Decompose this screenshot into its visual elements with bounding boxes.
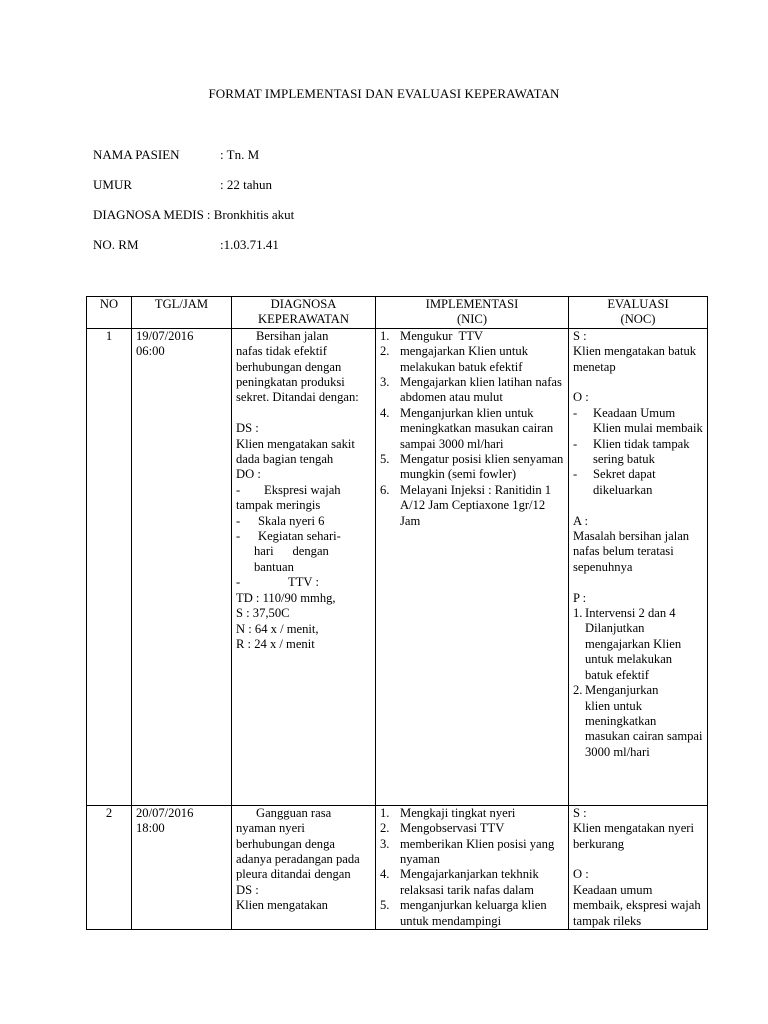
header-evaluation-line1: EVALUASI (607, 297, 669, 311)
item-number: 2. (573, 683, 583, 698)
item-text: Mengatur posisi klien senyaman mungkin (semi fowler) (400, 452, 564, 482)
vital-sign: N : 64 x / menit, (236, 621, 319, 636)
eval-s-label: S : (573, 328, 587, 343)
spacer (236, 406, 371, 421)
medical-record-label: NO. RM (93, 237, 139, 252)
item-text: Mengobservasi TTV (400, 821, 505, 836)
patient-name-value: : Tn. M (220, 147, 260, 162)
do-item-cont: tampak meringis (236, 498, 321, 513)
list-item (380, 375, 564, 406)
dash-bullet: - (573, 405, 578, 420)
eval-o-text: Keadaan umum membaik, ekspresi wajah tampak rileks (573, 882, 701, 928)
header-date-time: TGL/JAM (132, 297, 232, 329)
patient-name-row (93, 147, 259, 162)
row-date-time (132, 805, 232, 929)
vital-sign: TD : 110/90 mmhg, (236, 590, 336, 605)
vital-sign: S : 37,50C (236, 606, 290, 621)
item-number: 5. (380, 898, 390, 913)
row-date: 19/07/2016 (136, 328, 194, 343)
medical-record-row (93, 237, 279, 252)
dash-bullet: - (573, 436, 578, 451)
medical-diagnosis-row (93, 207, 294, 222)
list-item (380, 821, 564, 836)
header-diagnosis-line1: DIAGNOSA (270, 297, 337, 311)
item-text: Mengkaji tingkat nyeri (400, 805, 516, 820)
item-text: memberikan Klien posisi yang nyaman (400, 836, 555, 867)
eval-p-item-cont: Dilanjutkan mengajarkan Klien untuk melakukan batuk efektif (585, 621, 682, 682)
item-number: 2. (380, 344, 390, 359)
eval-o-label: O : (573, 390, 589, 405)
diagnosis-intro: Bersihan jalan (256, 328, 329, 343)
medical-diagnosis-label: DIAGNOSA MEDIS (93, 207, 204, 222)
eval-p-item (573, 683, 703, 698)
ds-text: Klien mengatakan (236, 898, 328, 913)
eval-o-item (573, 467, 703, 498)
row-diagnosis (232, 328, 376, 805)
table-row (87, 805, 708, 929)
item-text: Mengukur TTV (400, 328, 484, 343)
row-number: 2 (87, 805, 132, 929)
table-row (87, 328, 708, 805)
eval-s-text: Klien mengatakan batuk menetap (573, 344, 697, 374)
diagnosis-description: nafas tidak efektif berhubungan dengan peningkatan produksi sekret. Ditandai dengan: (236, 344, 359, 405)
list-item (380, 837, 564, 868)
header-diagnosis-line2: KEPERAWATAN (257, 312, 350, 327)
patient-age-label: UMUR (93, 177, 133, 192)
item-text: Mengajarkan klien latihan nafas abdomen atau mulut (400, 375, 562, 405)
do-item-text: Ekspresi wajah (264, 482, 341, 497)
do-label: DO : (236, 467, 261, 482)
dash-bullet: - (236, 529, 241, 544)
eval-s-text: Klien mengatakan nyeri berkurang (573, 821, 694, 851)
list-item (380, 452, 564, 483)
eval-p-text: Intervensi 2 dan 4 (585, 606, 676, 621)
item-text: menganjurkan keluarga klien untuk mendampingi (400, 898, 547, 928)
item-number: 4. (380, 867, 390, 882)
list-item (380, 406, 564, 452)
row-implementation (376, 328, 569, 805)
row-time: 18:00 (136, 821, 165, 836)
eval-o-item (573, 406, 703, 437)
list-item (380, 806, 564, 821)
eval-o-text: Sekret dapat dikeluarkan (593, 467, 656, 497)
do-item-text: Skala nyeri 6 (258, 513, 325, 528)
spacer (573, 852, 703, 867)
table-header-row (87, 297, 708, 329)
item-number: 5. (380, 452, 390, 467)
eval-p-item (573, 606, 703, 621)
row-date-time (132, 328, 232, 805)
item-number: 1. (380, 805, 390, 820)
medical-record-value: :1.03.71.41 (220, 237, 279, 252)
implementation-list (380, 329, 564, 529)
do-item (236, 575, 371, 590)
row-evaluation (569, 805, 708, 929)
do-item-text: Kegiatan sehari- (258, 529, 341, 544)
spacer (573, 498, 703, 513)
eval-o-item (573, 437, 703, 468)
item-text: Mengajarkanjarkan tekhnik relaksasi tarik nafas dalam (400, 867, 539, 897)
dash-bullet: - (573, 467, 578, 482)
item-number: 4. (380, 405, 390, 420)
eval-o-text: Klien tidak tampak sering batuk (593, 436, 690, 467)
eval-s-label: S : (573, 805, 587, 820)
diagnosis-intro: Gangguan rasa (256, 805, 332, 820)
spacer (573, 575, 703, 590)
eval-p-item-cont: klien untuk meningkatkan masukan cairan sampai 3000 ml/hari (585, 698, 703, 759)
item-number: 1. (573, 606, 583, 621)
item-text: Menganjurkan klien untuk meningkatkan masukan cairan sampai 3000 ml/hari (400, 405, 554, 451)
spacer (573, 375, 703, 390)
item-number: 3. (380, 375, 390, 390)
list-item (380, 344, 564, 375)
ds-text: Klien mengatakan sakit dada bagian tengah (236, 436, 355, 467)
list-item (380, 329, 564, 344)
header-evaluation (569, 297, 708, 329)
do-item (236, 529, 371, 544)
patient-age-value: : 22 tahun (220, 177, 272, 192)
implementation-list (380, 806, 564, 929)
eval-o-text: Keadaan Umum Klien mulai membaik (593, 405, 703, 436)
row-date: 20/07/2016 (136, 805, 194, 820)
row-number: 1 (87, 328, 132, 805)
ds-label: DS : (236, 421, 259, 436)
nursing-evaluation-table (86, 296, 708, 930)
list-item (380, 483, 564, 529)
vital-sign: R : 24 x / menit (236, 636, 315, 651)
dash-bullet: - (236, 513, 241, 528)
medical-diagnosis-value: : Bronkhitis akut (206, 207, 295, 222)
diagnosis-description: nyaman nyeri berhubungan denga adanya peradangan pada pleura ditandai dengan (236, 821, 360, 882)
row-implementation (376, 805, 569, 929)
header-evaluation-line2: (NOC) (620, 312, 656, 327)
row-evaluation (569, 328, 708, 805)
item-number: 6. (380, 482, 390, 497)
do-item-text: TTV : (288, 575, 319, 590)
eval-a-label: A : (573, 513, 589, 528)
item-text: mengajarkan Klien untuk melakukan batuk efektif (400, 344, 528, 374)
item-number: 3. (380, 836, 390, 851)
do-item-cont: hari dengan bantuan (254, 544, 332, 574)
header-implementation-line1: IMPLEMENTASI (425, 297, 519, 311)
item-number: 1. (380, 328, 390, 343)
eval-p-text: Menganjurkan (585, 683, 659, 698)
row-diagnosis (232, 805, 376, 929)
document-title: FORMAT IMPLEMENTASI DAN EVALUASI KEPERAWATAN (208, 86, 560, 101)
header-implementation-line2: (NIC) (456, 312, 488, 327)
eval-p-label: P : (573, 590, 587, 605)
ds-label: DS : (236, 882, 259, 897)
item-text: Melayani Injeksi : Ranitidin 1 A/12 Jam Ceptiaxone 1gr/12 Jam (400, 482, 552, 528)
dash-bullet: - (236, 575, 241, 590)
item-number: 2. (380, 821, 390, 836)
header-implementation (376, 297, 569, 329)
do-item (236, 483, 371, 498)
eval-o-label: O : (573, 867, 589, 882)
row-time: 06:00 (136, 344, 165, 359)
header-no: NO (87, 297, 132, 329)
patient-age-row (93, 177, 272, 192)
list-item (380, 898, 564, 929)
dash-bullet: - (236, 482, 241, 497)
do-item (236, 514, 371, 529)
eval-a-text: Masalah bersihan jalan nafas belum teratasi sepenuhnya (573, 529, 690, 574)
header-diagnosis (232, 297, 376, 329)
patient-name-label: NAMA PASIEN (93, 147, 180, 162)
list-item (380, 867, 564, 898)
